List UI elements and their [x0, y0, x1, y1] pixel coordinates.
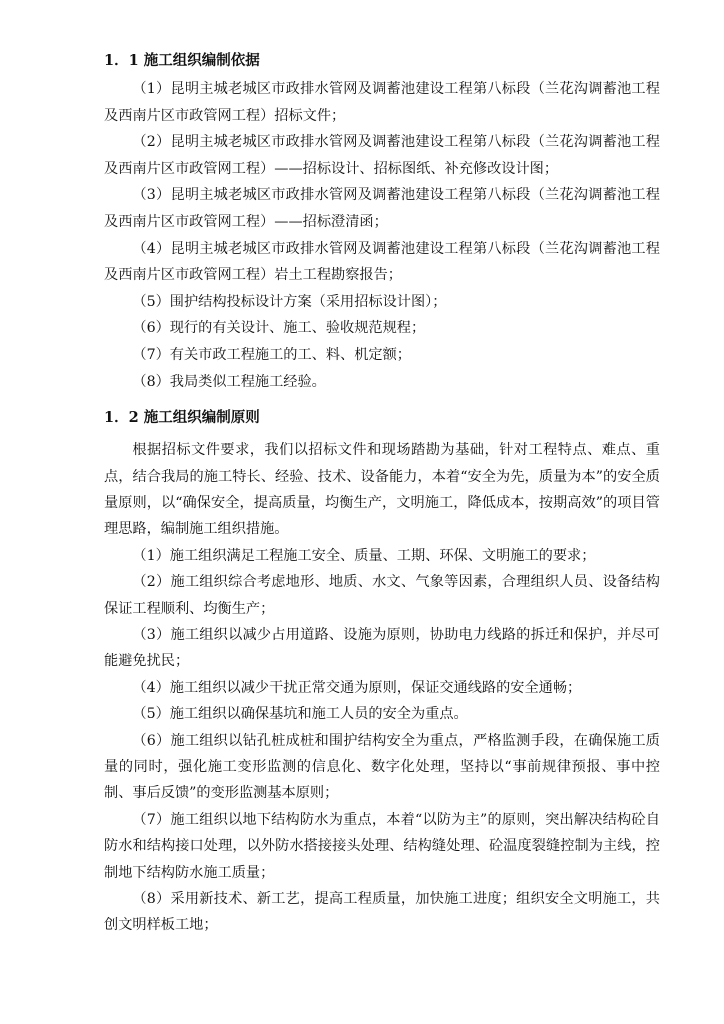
basis-item-7: （7）有关市政工程施工的工、料、机定额；	[132, 346, 411, 363]
document-body	[104, 48, 660, 939]
basis-item-6: （6）现行的有关设计、施工、验收规范规程；	[132, 320, 426, 337]
principle-item-1: （1）施工组织满足工程施工安全、质量、工期、环保、文明施工的要求；	[132, 547, 596, 564]
principle-item-3: （3）施工组织以减少占用道路、设施为原则，协助电力线路的拆迁和保护，并尽可能避免扰民；	[104, 626, 660, 670]
principle-item-8: （8）采用新技术、新工艺，提高工程质量，加快施工进度；组织安全文明施工，共创文明样板工地；	[104, 891, 660, 934]
basis-item-3: （3）昆明主城老城区市政排水管网及调蓄池建设工程第八标段（兰花沟调蓄池工程及西南片区市政管网工程）——招标澄清函；	[104, 187, 660, 230]
basis-item-4: （4）昆明主城老城区市政排水管网及调蓄池建设工程第八标段（兰花沟调蓄池工程及西南片区市政管网工程）岩土工程勘察报告；	[104, 240, 660, 284]
principle-item-7: （7）施工组织以地下结构防水为重点，本着“以防为主”的原则，突出解决结构砼自防水和结构接口处理，以外防水搭接接头处理、结构缝处理、砼温度裂缝控制为主线，控制地下结构防水施工质量；	[104, 811, 660, 881]
section-basis-heading: 1．1 施工组织编制依据	[104, 52, 260, 69]
basis-item-1: （1）昆明主城老城区市政排水管网及调蓄池建设工程第八标段（兰花沟调蓄池工程及西南片区市政管网工程）招标文件；	[104, 81, 660, 124]
basis-item-8: （8）我局类似工程施工经验。	[132, 373, 326, 390]
principle-item-2: （2）施工组织综合考虑地形、地质、水文、气象等因素，合理组织人员、设备结构保证工程顺利、均衡生产；	[104, 574, 660, 617]
basis-item-5: （5）围护结构投标设计方案（采用招标设计图）；	[132, 293, 447, 310]
principle-item-4: （4）施工组织以减少干扰正常交通为原则，保证交通线路的安全通畅；	[132, 679, 582, 696]
section-basis	[104, 48, 660, 395]
principle-item-5: （5）施工组织以确保基坑和施工人员的安全为重点。	[132, 706, 468, 723]
section-principles	[104, 405, 660, 939]
section-principles-heading: 1．2 施工组织编制原则	[104, 409, 260, 427]
principle-item-6: （6）施工组织以钻孔桩成桩和围护结构安全为重点，严格监测手段，在确保施工质量的同时，强化施工变形监测的信息化、数字化处理，坚持以“事前规律预报、事中控制、事后反馈”的变形监测基本原则；	[104, 732, 660, 802]
basis-item-2: （2）昆明主城老城区市政排水管网及调蓄池建设工程第八标段（兰花沟调蓄池工程及西南片区市政管网工程）——招标设计、招标图纸、补充修改设计图；	[104, 134, 660, 177]
principles-intro: 根据招标文件要求，我们以招标文件和现场踏勘为基础，针对工程特点、难点、重点，结合我局的施工特长、经验、技术、设备能力，本着“安全为先，质量为本”的安全质量原则，以“确保安全，提高质量，均衡生产，文明施工，降低成本，按期高效”的项目管理思路，编制施工组织措施。	[104, 442, 660, 538]
